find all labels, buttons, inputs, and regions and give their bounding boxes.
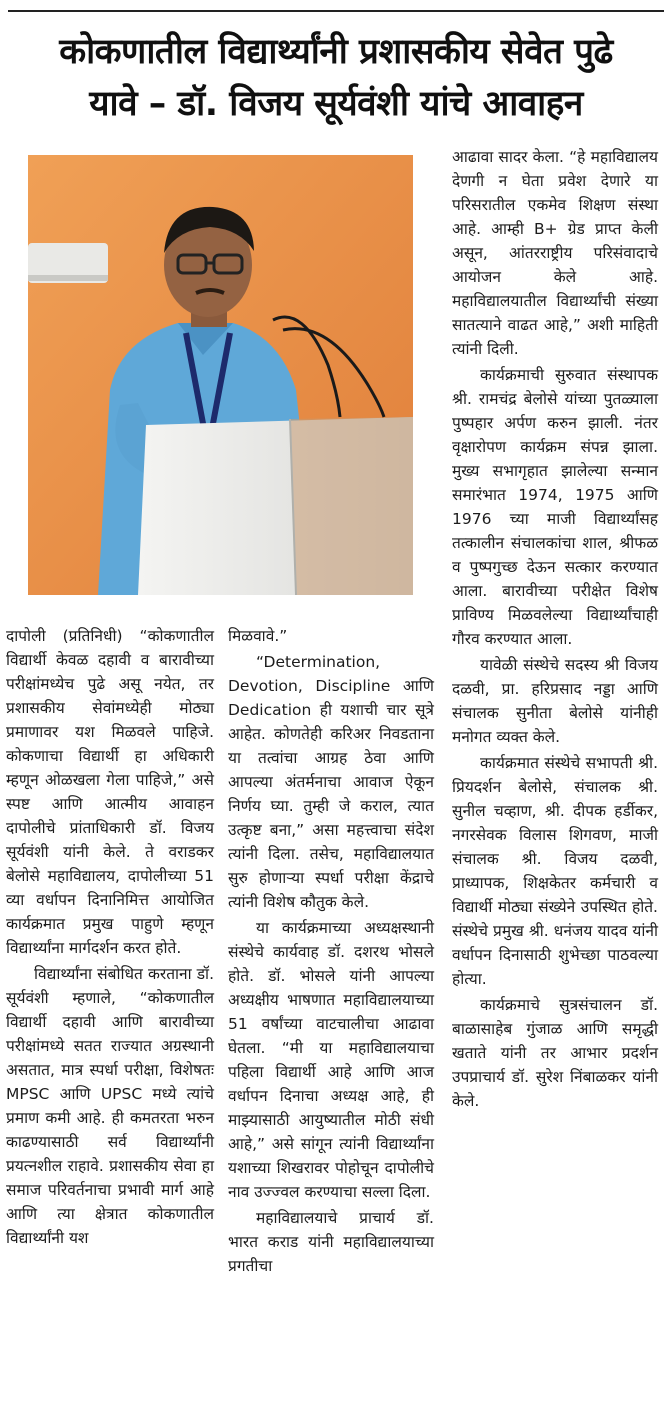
top-rule — [8, 10, 664, 12]
headline-line-2: यावे – डॉ. विजय सूर्यवंशी यांचे आवाहन — [89, 84, 583, 124]
speaker-photo-illustration — [28, 155, 413, 595]
article-column-1 — [6, 624, 214, 1250]
col1-paragraph-1: दापोली (प्रतिनिधी) “कोकणातील विद्यार्थी केवळ दहावी व बारावीच्या परीक्षांमध्येच पुढे असू नयेत, तर प्रशासकीय सेवांमध्येही मोठ्या प्रमाणावर यश मिळवले पाहिजे. कोकणाचा विद्यार्थी हा अधिकारी म्हणून ओळखला गेला पाहिजे,” असे स्पष्ट आणि आत्मीय आवाहन दापोलीचे प्रांताधिकारी डॉ. विजय सूर्यवंशी यांनी केले. ते वराडकर बेलोसे महाविद्यालय, दापोलीच्या 51 व्या वर्धापन दिनानिमित्त आयोजित कार्यक्रमात प्रमुख पाहुणे म्हणून विद्यार्थ्यांना मार्गदर्शन करत होते. — [6, 627, 214, 957]
headline-line-1: कोकणातील विद्यार्थ्यांनी प्रशासकीय सेवेत पुढे — [59, 32, 613, 72]
col3-paragraph-5: कार्यक्रमाचे सुत्रसंचालन डॉ. बाळासाहेब गुंजाळ आणि समृद्धी खताते यांनी तर आभार प्रदर्शन उपप्राचार्य डॉ. सुरेश निंबाळकर यांनी केले. — [452, 996, 658, 1110]
col3-paragraph-2: कार्यक्रमाची सुरुवात संस्थापक श्री. रामचंद्र बेलोसे यांच्या पुतळ्याला पुष्पहार अर्पण करुन झाली. नंतर वृक्षारोपण कार्यक्रम संपन्न झाला. मुख्य सभागृहात झालेल्या सन्मान समारंभात 1974, 1975 आणि 1976 च्या माजी विद्यार्थ्यांसह तत्कालीन संचालकांचा शाल, श्रीफळ व पुष्पगुच्छ देऊन सत्कार करण्यात आला. बारावीच्या परीक्षेत विशेष प्राविण्य मिळवलेल्या विद्यार्थ्यांचाही गौरव करण्यात आला. — [452, 366, 658, 648]
article-column-2 — [228, 624, 434, 1278]
headline — [10, 26, 662, 130]
top-strip — [0, 0, 672, 14]
article-photo — [28, 155, 413, 595]
col1-paragraph-2: विद्यार्थ्यांना संबोधित करताना डॉ. सूर्यवंशी म्हणाले, “कोकणातील विद्यार्थी दहावी आणि बारावीच्या परीक्षांमध्ये सतत राज्यात अग्रस्थानी असतात, मात्र स्पर्धा परीक्षा, विशेषतः MPSC आणि UPSC मध्ये त्यांचे प्रमाण कमी आहे. ही कमतरता भरुन काढण्यासाठी सर्व विद्यार्थ्यांनी प्रयत्नशील राहावे. प्रशासकीय सेवा हा समाज परिवर्तनाचा प्रभावी मार्ग आहे आणि त्या क्षेत्रात कोकणातील विद्यार्थ्यांनी यश — [6, 965, 214, 1247]
article-column-3 — [452, 145, 658, 1113]
col3-paragraph-4: कार्यक्रमात संस्थेचे सभापती श्री. प्रियदर्शन बेलोसे, संचालक श्री. सुनील चव्हाण, श्री. दीपक हर्डीकर, नगरसेवक विलास शिगवण, माजी संचालक श्री. विजय दळवी, प्राध्यापक, शिक्षकेतर कर्मचारी व विद्यार्थी मोठ्या संख्येने उपस्थित होते. संस्थेचे प्रमुख श्री. धनंजय यादव यांनी वर्धापन दिनासाठी शुभेच्छा पाठवल्या होत्या. — [452, 754, 658, 988]
col2-paragraph-4: महाविद्यालयाचे प्राचार्य डॉ. भारत कराड यांनी महाविद्यालयाच्या प्रगतीचा — [228, 1209, 434, 1275]
col3-paragraph-1: आढावा सादर केला. “हे महाविद्यालय देणगी न घेता प्रवेश देणारे या परिसरातील एकमेव शिक्षण संस्था आहे. आम्ही B+ ग्रेड प्राप्त केली असून, आंतरराष्ट्रीय परिसंवादाचे आयोजन केले आहे. महाविद्यालयातील विद्यार्थ्यांची संख्या सातत्याने वाढत आहे,” अशी माहिती त्यांनी दिली. — [452, 148, 658, 358]
col3-paragraph-3: यावेळी संस्थेचे सदस्य श्री विजय दळवी, प्रा. हरिप्रसाद नड्डा आणि संचालक सुनीता बेलोसे यांनीही मनोगत व्यक्त केले. — [452, 656, 658, 746]
col2-paragraph-3: या कार्यक्रमाच्या अध्यक्षस्थानी संस्थेचे कार्यवाह डॉ. दशरथ भोसले होते. डॉ. भोसले यांनी आपल्या अध्यक्षीय भाषणात महाविद्यालयाच्या 51 वर्षांच्या वाटचालीचा आढावा घेतला. “मी या महाविद्यालयाचा पहिला विद्यार्थी आहे आणि आज वर्धापन दिनाचा अध्यक्ष आहे, ही माझ्यासाठी आयुष्यातील मोठी संधी आहे,” असे सांगून त्यांनी विद्यार्थ्यांना यशाच्या शिखरावर पोहोचून दापोलीचे नाव उज्ज्वल करण्याचा सल्ला दिला. — [228, 919, 434, 1201]
col2-paragraph-2: “Determination, Devotion, Discipline आणि Dedication ही यशाची चार सूत्रे आहेत. कोणतेही करिअर निवडताना या तत्वांचा आग्रह ठेवा आणि आपल्या अंतर्मनाचा आवाज ऐकून निर्णय घ्या. तुम्ही जे कराल, त्यात उत्कृष्ट बना,” असा महत्त्वाचा संदेश त्यांनी दिला. तसेच, महाविद्यालयात सुरु होणाऱ्या स्पर्धा परीक्षा केंद्राचे त्यांनी विशेष कौतुक केले. — [228, 653, 434, 911]
col2-paragraph-1: मिळवावे.” — [228, 627, 288, 645]
